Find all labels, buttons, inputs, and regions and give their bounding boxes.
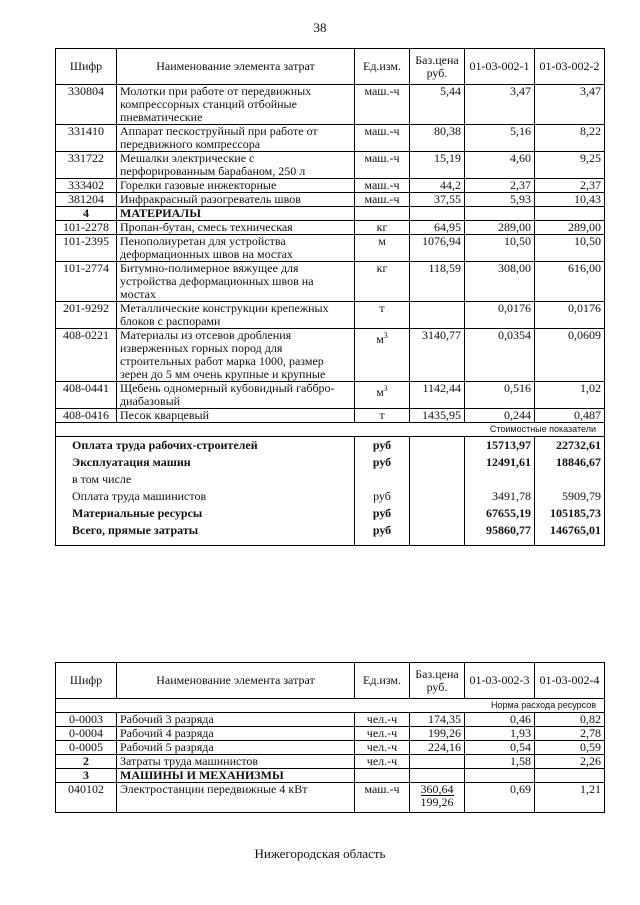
- row-unit: маш.-ч: [355, 783, 410, 813]
- unit-superscript: 3: [383, 384, 388, 393]
- summary-price: [410, 471, 465, 488]
- row-code: 408-0416: [56, 409, 117, 423]
- summary-col2: 146765,01: [535, 522, 605, 539]
- row-name: Рабочий 3 разряда: [117, 713, 355, 727]
- row-code: 330804: [56, 85, 117, 125]
- summary-col1: [465, 471, 535, 488]
- section-title: МАШИНЫ И МЕХАНИЗМЫ: [117, 769, 355, 783]
- row-code: 331722: [56, 152, 117, 179]
- row-code: 101-2774: [56, 262, 117, 302]
- cost-note-row: [56, 423, 605, 437]
- header-code: Шифр: [56, 49, 117, 85]
- row-col2: 616,00: [535, 262, 605, 302]
- row-code: 201-9292: [56, 302, 117, 329]
- summary-label: в том числе: [56, 471, 355, 488]
- row-col1: 0,0354: [465, 329, 535, 382]
- header-col1: 01-03-002-3: [465, 663, 535, 699]
- summary-label: Материальные ресурсы: [56, 505, 355, 522]
- row-col1: 3,47: [465, 85, 535, 125]
- price-fraction: [421, 783, 454, 808]
- row-col2: 0,82: [535, 713, 605, 727]
- row-price: 37,55: [410, 193, 465, 207]
- row-unit: [355, 85, 410, 125]
- table-row: [56, 221, 605, 235]
- row-price: 44,2: [410, 179, 465, 193]
- unit-text: м: [376, 385, 384, 399]
- row-name: Щебень одномерный кубовидный габбро-диабазовый: [117, 382, 355, 409]
- summary-col2: 105185,73: [535, 505, 605, 522]
- summary-unit: руб: [355, 488, 410, 505]
- row-code: 0-0005: [56, 741, 117, 755]
- row-code: 0-0003: [56, 713, 117, 727]
- row-name: Металлические конструкции крепежных блоков с распорами: [117, 302, 355, 329]
- table-row: [56, 125, 605, 152]
- unit-text: м: [378, 234, 386, 248]
- summary-label: Оплата труда рабочих-строителей: [56, 437, 355, 455]
- price-top: 360,64: [420, 782, 454, 796]
- row-price: 5,44: [410, 85, 465, 125]
- summary-row: [56, 522, 605, 539]
- row-col2: 1,02: [535, 382, 605, 409]
- summary-price: [410, 437, 465, 455]
- row-col1: 308,00: [465, 262, 535, 302]
- row-col2: 289,00: [535, 221, 605, 235]
- row-name: Инфракрасный разогреватель швов: [117, 193, 355, 207]
- row-unit: [355, 193, 410, 207]
- summary-price: [410, 505, 465, 522]
- unit-text: маш.-ч: [364, 178, 400, 192]
- summary-row: [56, 505, 605, 522]
- cost-note: Стоимостные показатели: [56, 423, 605, 437]
- row-code: 040102: [56, 783, 117, 813]
- summary-price: [410, 522, 465, 539]
- row-price: 80,38: [410, 125, 465, 152]
- row-price: 174,35: [410, 713, 465, 727]
- section-row: [56, 755, 605, 769]
- row-col1: 289,00: [465, 221, 535, 235]
- unit-superscript: 3: [383, 331, 388, 340]
- row-col2: 0,0609: [535, 329, 605, 382]
- row-price: 224,16: [410, 741, 465, 755]
- summary-row: [56, 454, 605, 471]
- header-unit: Ед.изм.: [355, 49, 410, 85]
- summary-label: Оплата труда машинистов: [56, 488, 355, 505]
- row-code: 408-0221: [56, 329, 117, 382]
- row-unit: [355, 262, 410, 302]
- table-bottom-rule: [56, 539, 605, 545]
- unit-text: кг: [376, 261, 388, 275]
- table-header-row: [56, 663, 605, 699]
- header-code: Шифр: [56, 663, 117, 699]
- unit-text: чел.-ч: [366, 712, 398, 726]
- section-row: [56, 769, 605, 783]
- row-code: 0-0004: [56, 727, 117, 741]
- row-name: Материалы из отсевов дробления изверженных горных пород для строительных работ марка 1000, размер зерен до 5 мм очень крупные и крупные: [117, 329, 355, 382]
- section-code: 2: [56, 755, 117, 769]
- summary-row: [56, 471, 605, 488]
- row-col2: 10,43: [535, 193, 605, 207]
- row-unit: [355, 152, 410, 179]
- row-price: 199,26: [410, 727, 465, 741]
- row-col2: 10,50: [535, 235, 605, 262]
- unit-text: маш.-ч: [364, 124, 400, 138]
- row-code: 331410: [56, 125, 117, 152]
- row-col2: 0,487: [535, 409, 605, 423]
- row-code: 408-0441: [56, 382, 117, 409]
- table-row: [56, 783, 605, 813]
- row-price: 64,95: [410, 221, 465, 235]
- header-col2: 01-03-002-4: [535, 663, 605, 699]
- row-col1: 0,46: [465, 713, 535, 727]
- row-code: 101-2278: [56, 221, 117, 235]
- resource-table-1: [55, 48, 605, 546]
- row-price: 1142,44: [410, 382, 465, 409]
- page-number: 38: [313, 20, 327, 35]
- section-code: 3: [56, 769, 117, 783]
- norm-note: Норма расхода ресурсов: [56, 699, 605, 713]
- section-row: [56, 207, 605, 221]
- row-code: 381204: [56, 193, 117, 207]
- table-row: [56, 409, 605, 423]
- row-col1: 0,516: [465, 382, 535, 409]
- header-name: Наименование элемента затрат: [117, 663, 355, 699]
- table-row: [56, 193, 605, 207]
- row-price: [410, 783, 465, 813]
- summary-col1: 95860,77: [465, 522, 535, 539]
- table-row: [56, 329, 605, 382]
- row-unit: [355, 713, 410, 727]
- row-col1: 10,50: [465, 235, 535, 262]
- row-col1: 0,0176: [465, 302, 535, 329]
- header-price: Баз.цена руб.: [410, 663, 465, 699]
- row-name: Мешалки электрические с перфорированным барабаном, 250 л: [117, 152, 355, 179]
- header-unit: Ед.изм.: [355, 663, 410, 699]
- table-row: [56, 382, 605, 409]
- summary-label: Эксплуатация машин: [56, 454, 355, 471]
- unit-text: т: [379, 301, 385, 315]
- price-bottom: 199,26: [420, 795, 454, 809]
- row-price: 1076,94: [410, 235, 465, 262]
- row-code: 101-2395: [56, 235, 117, 262]
- row-name: Песок кварцевый: [117, 409, 355, 423]
- header-name: Наименование элемента затрат: [117, 49, 355, 85]
- row-col2: 2,37: [535, 179, 605, 193]
- row-col1: 0,69: [465, 783, 535, 813]
- row-price: 15,19: [410, 152, 465, 179]
- summary-col1: 3491,78: [465, 488, 535, 505]
- row-col1: 5,93: [465, 193, 535, 207]
- unit-text: маш.-ч: [364, 192, 400, 206]
- row-name: Молотки при работе от передвижных компрессорных станций отбойные пневматические: [117, 85, 355, 125]
- row-col2: 3,47: [535, 85, 605, 125]
- summary-col2: [535, 471, 605, 488]
- summary-unit: руб: [355, 522, 410, 539]
- row-col2: 0,59: [535, 741, 605, 755]
- norm-note-row: [56, 699, 605, 713]
- summary-unit: [355, 471, 410, 488]
- section-code: 4: [56, 207, 117, 221]
- table-row: [56, 741, 605, 755]
- table-row: [56, 727, 605, 741]
- summary-price: [410, 454, 465, 471]
- row-name: Рабочий 4 разряда: [117, 727, 355, 741]
- footer-region: Нижегородская область: [254, 846, 386, 861]
- summary-col1: 67655,19: [465, 505, 535, 522]
- row-col1: 1,93: [465, 727, 535, 741]
- table-row: [56, 302, 605, 329]
- row-col1: 1,58: [465, 755, 535, 769]
- table-header-row: [56, 49, 605, 85]
- row-col2: 2,78: [535, 727, 605, 741]
- summary-row: [56, 488, 605, 505]
- row-col1: 2,37: [465, 179, 535, 193]
- header-price: Баз.цена руб.: [410, 49, 465, 85]
- unit-text: чел.-ч: [366, 740, 398, 754]
- row-name: Битумно-полимерное вяжущее для устройства деформационных швов на мостах: [117, 262, 355, 302]
- row-col2: 0,0176: [535, 302, 605, 329]
- row-unit: [355, 179, 410, 193]
- table-row: [56, 262, 605, 302]
- summary-label: Всего, прямые затраты: [56, 522, 355, 539]
- row-unit: чел.-ч: [355, 755, 410, 769]
- row-unit: [355, 302, 410, 329]
- row-name: Аппарат пескоструйный при работе от передвижного компрессора: [117, 125, 355, 152]
- header-col2: 01-03-002-2: [535, 49, 605, 85]
- summary-col1: 12491,61: [465, 454, 535, 471]
- row-unit: [355, 409, 410, 423]
- section-title: Затраты труда машинистов: [117, 755, 355, 769]
- summary-col2: 5909,79: [535, 488, 605, 505]
- unit-text: маш.-ч: [364, 151, 400, 165]
- row-unit: [355, 741, 410, 755]
- row-unit: [355, 727, 410, 741]
- row-col1: 5,16: [465, 125, 535, 152]
- row-price: [410, 302, 465, 329]
- unit-text: маш.-ч: [364, 84, 400, 98]
- row-name: Пенополиуретан для устройства деформационных швов на мостах: [117, 235, 355, 262]
- row-col1: 0,54: [465, 741, 535, 755]
- unit-text: кг: [376, 220, 388, 234]
- row-unit: [355, 235, 410, 262]
- table-row: [56, 235, 605, 262]
- row-col2: 9,25: [535, 152, 605, 179]
- row-col2: 8,22: [535, 125, 605, 152]
- row-price: 3140,77: [410, 329, 465, 382]
- row-name: Рабочий 5 разряда: [117, 741, 355, 755]
- table-row: [56, 85, 605, 125]
- resource-table-2: [55, 662, 605, 813]
- row-price: 118,59: [410, 262, 465, 302]
- row-code: 333402: [56, 179, 117, 193]
- row-col1: 0,244: [465, 409, 535, 423]
- unit-text: м: [376, 332, 384, 346]
- unit-text: т: [379, 408, 385, 422]
- summary-col2: 22732,61: [535, 437, 605, 455]
- summary-row: [56, 437, 605, 455]
- header-col1: 01-03-002-1: [465, 49, 535, 85]
- table-row: [56, 713, 605, 727]
- summary-price: [410, 488, 465, 505]
- row-col1: 4,60: [465, 152, 535, 179]
- row-name: Пропан-бутан, смесь техническая: [117, 221, 355, 235]
- row-col2: 2,26: [535, 755, 605, 769]
- row-unit: [355, 329, 410, 382]
- unit-text: чел.-ч: [366, 726, 398, 740]
- summary-unit: руб: [355, 437, 410, 455]
- summary-col1: 15713,97: [465, 437, 535, 455]
- row-price: 1435,95: [410, 409, 465, 423]
- row-unit: [355, 221, 410, 235]
- table-row: [56, 152, 605, 179]
- row-col2: 1,21: [535, 783, 605, 813]
- table-row: [56, 179, 605, 193]
- summary-unit: руб: [355, 454, 410, 471]
- summary-unit: руб: [355, 505, 410, 522]
- row-unit: [355, 125, 410, 152]
- summary-col2: 18846,67: [535, 454, 605, 471]
- row-unit: [355, 382, 410, 409]
- row-name: Электростанции передвижные 4 кВт: [117, 783, 355, 813]
- row-name: Горелки газовые инжекторные: [117, 179, 355, 193]
- section-title: МАТЕРИАЛЫ: [117, 207, 355, 221]
